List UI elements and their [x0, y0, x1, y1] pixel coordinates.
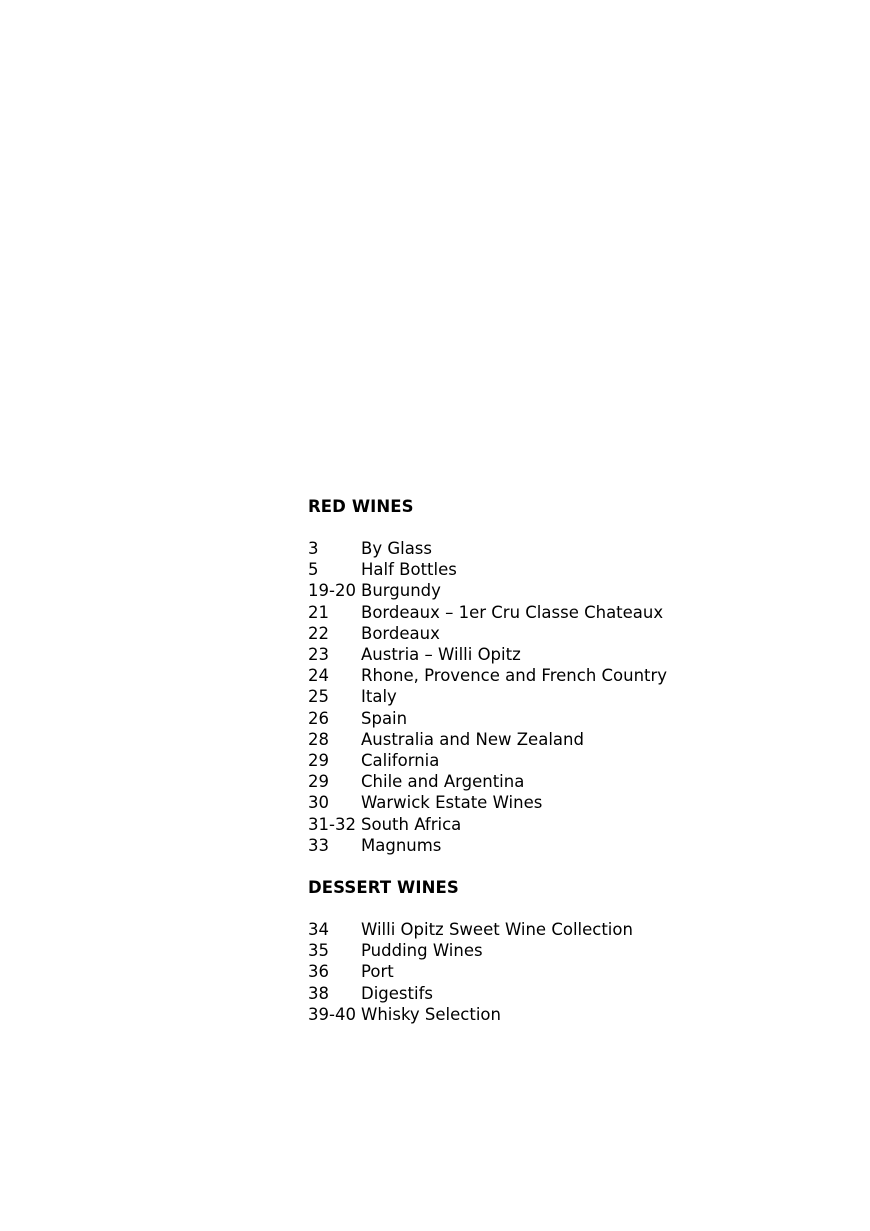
list-item	[308, 729, 828, 750]
page-number: 23	[308, 645, 329, 665]
page-number: 34	[308, 920, 329, 940]
page-number: 30	[308, 793, 329, 813]
entry-title: Half Bottles	[361, 560, 457, 580]
list-item	[308, 940, 828, 961]
page-number: 5	[308, 560, 319, 580]
entry-list	[308, 538, 828, 856]
entry-title: Burgundy	[361, 581, 441, 601]
list-item	[308, 983, 828, 1004]
entry-title: Whisky Selection	[361, 1004, 501, 1024]
list-item	[308, 919, 828, 940]
list-item	[308, 644, 828, 665]
list-item	[308, 708, 828, 729]
page-number: 24	[308, 666, 329, 686]
entry-list	[308, 919, 828, 1025]
list-item	[308, 771, 828, 792]
entry-title: Chile and Argentina	[361, 772, 525, 792]
page-number: 21	[308, 602, 329, 622]
section-heading: DESSERT WINES	[308, 878, 459, 898]
page-number: 3	[308, 539, 319, 558]
page-number: 36	[308, 962, 329, 982]
list-item	[308, 792, 828, 813]
page-number: 31-32	[308, 814, 356, 834]
page-number: 29	[308, 772, 329, 792]
entry-title: Warwick Estate Wines	[361, 793, 543, 813]
page-number: 39-40	[308, 1004, 356, 1024]
page-number: 38	[308, 983, 329, 1003]
entry-title: Austria – Willi Opitz	[361, 645, 521, 665]
entry-title: Rhone, Provence and French Country	[361, 666, 668, 686]
entry-title: Pudding Wines	[361, 941, 483, 961]
section-heading: RED WINES	[308, 497, 414, 516]
page-number: 19-20	[308, 581, 356, 601]
page-number: 28	[308, 729, 329, 749]
list-item	[308, 623, 828, 644]
list-item	[308, 559, 828, 580]
page-number: 22	[308, 623, 329, 643]
list-item	[308, 961, 828, 982]
entry-title: Port	[361, 962, 394, 982]
entry-title: Spain	[361, 708, 408, 728]
entry-title: Italy	[361, 687, 397, 707]
page-number: 29	[308, 751, 329, 771]
section-dessert-wines	[308, 877, 828, 1025]
entry-title: Bordeaux – 1er Cru Classe Chateaux	[361, 602, 664, 622]
list-item	[308, 814, 828, 835]
entry-title: South Africa	[361, 814, 462, 834]
entry-title: By Glass	[361, 539, 433, 558]
entry-title: Digestifs	[361, 983, 433, 1003]
entry-title: Bordeaux	[361, 623, 440, 643]
list-item	[308, 580, 828, 601]
page-number: 33	[308, 835, 329, 855]
list-item	[308, 1004, 828, 1025]
page-number: 26	[308, 708, 329, 728]
list-item	[308, 686, 828, 707]
page-number: 35	[308, 941, 329, 961]
list-item	[308, 750, 828, 771]
entry-title: California	[361, 751, 440, 771]
entry-title: Magnums	[361, 835, 442, 855]
list-item	[308, 835, 828, 856]
list-item	[308, 602, 828, 623]
list-item	[308, 538, 828, 559]
wine-list-contents	[308, 496, 828, 1025]
entry-title: Willi Opitz Sweet Wine Collection	[361, 920, 633, 940]
section-red-wines	[308, 496, 828, 856]
list-item	[308, 665, 828, 686]
entry-title: Australia and New Zealand	[361, 729, 584, 749]
page-number: 25	[308, 687, 329, 707]
